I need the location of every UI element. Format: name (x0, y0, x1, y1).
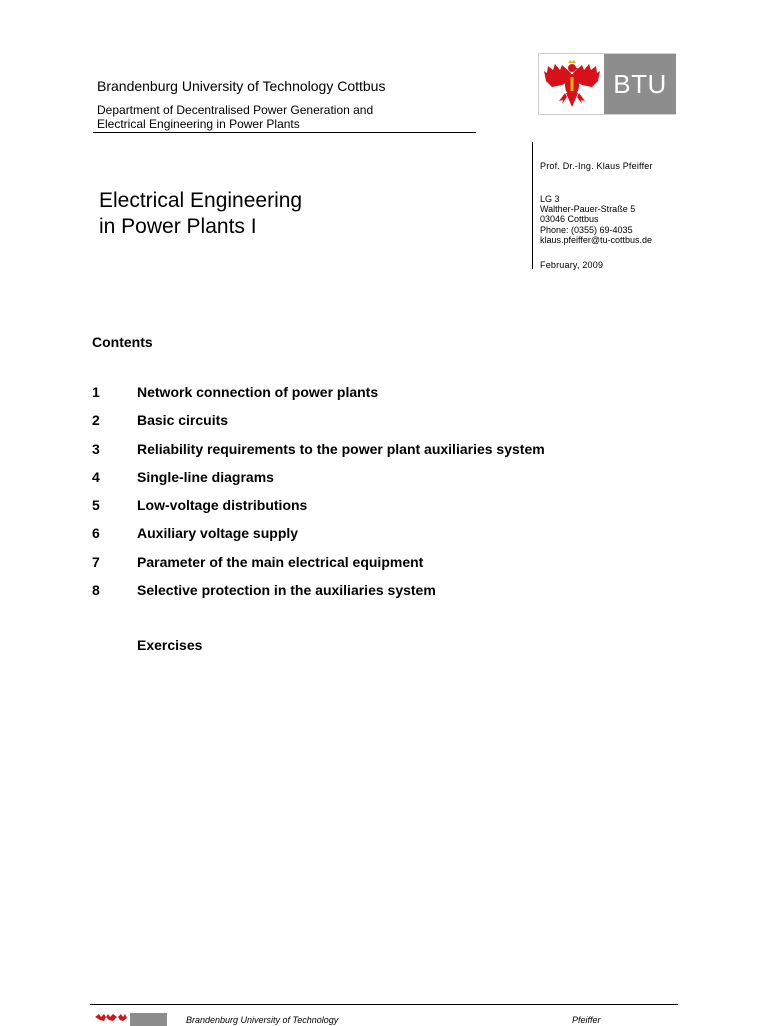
contact-email: klaus.pfeiffer@tu-cottbus.de (540, 235, 653, 245)
address-line-2: Walther-Pauer-Straße 5 (540, 204, 636, 214)
toc-item-number: 6 (92, 525, 100, 542)
red-eagle-emblem-icon (542, 57, 602, 111)
toc-item (92, 467, 652, 495)
contact-name-text: Prof. Dr.-Ing. Klaus Pfeiffer (540, 161, 653, 171)
toc-item-number: 2 (92, 412, 100, 429)
btu-logo-text: BTU (604, 54, 676, 114)
toc-item-text: Reliability requirements to the power plant auxiliaries system (137, 440, 545, 457)
contents-heading: Contents (92, 334, 153, 350)
contact-phone: Phone: (0355) 69-4035 (540, 225, 633, 235)
table-of-contents (92, 382, 652, 608)
department-line-1: Department of Decentralised Power Generation and (97, 103, 374, 117)
toc-item-number: 4 (92, 468, 100, 485)
footer-divider (90, 1004, 678, 1005)
document-date (540, 260, 603, 270)
contact-name (540, 161, 653, 171)
address-line-1: LG 3 (540, 194, 560, 204)
title-line-2: in Power Plants I (99, 215, 257, 238)
toc-item-number: 1 (92, 384, 100, 400)
toc-item (92, 410, 652, 438)
toc-item-number: 7 (92, 553, 100, 570)
toc-item-text: Low-voltage distributions (137, 497, 308, 514)
toc-item (92, 580, 652, 608)
footer-university: Brandenburg University of Technology (186, 1015, 339, 1025)
address-line-3: 03046 Cottbus (540, 214, 599, 224)
contact-address (540, 194, 635, 224)
toc-item-text: Basic circuits (137, 412, 229, 429)
toc-item (92, 523, 652, 551)
toc-item (92, 495, 652, 523)
document-date-text: February, 2009 (540, 260, 604, 270)
toc-item-text: Selective protection in the auxiliaries system (137, 582, 436, 599)
contact-divider (532, 142, 533, 269)
exercises-heading: Exercises (137, 637, 203, 653)
document-title (99, 188, 302, 240)
toc-item (92, 552, 652, 580)
btu-logo (538, 53, 676, 115)
department-name (97, 103, 477, 131)
toc-item-number: 8 (92, 582, 100, 599)
footer-author: Pfeiffer (572, 1015, 601, 1025)
toc-item-text: Auxiliary voltage supply (137, 525, 299, 542)
toc-item (92, 382, 652, 410)
toc-item-text: Single-line diagrams (137, 468, 274, 485)
toc-item (92, 439, 652, 467)
department-line-2: Electrical Engineering in Power Plants (97, 117, 300, 131)
toc-item-number: 3 (92, 440, 100, 457)
university-name: Brandenburg University of Technology Cottbus (97, 78, 386, 94)
toc-item-number: 5 (92, 497, 100, 514)
toc-item-text: Network connection of power plants (137, 384, 379, 400)
title-line-1: Electrical Engineering (99, 189, 303, 212)
contact-phone-email (540, 225, 652, 245)
header-divider (93, 132, 476, 133)
toc-item-text: Parameter of the main electrical equipment (137, 553, 424, 570)
